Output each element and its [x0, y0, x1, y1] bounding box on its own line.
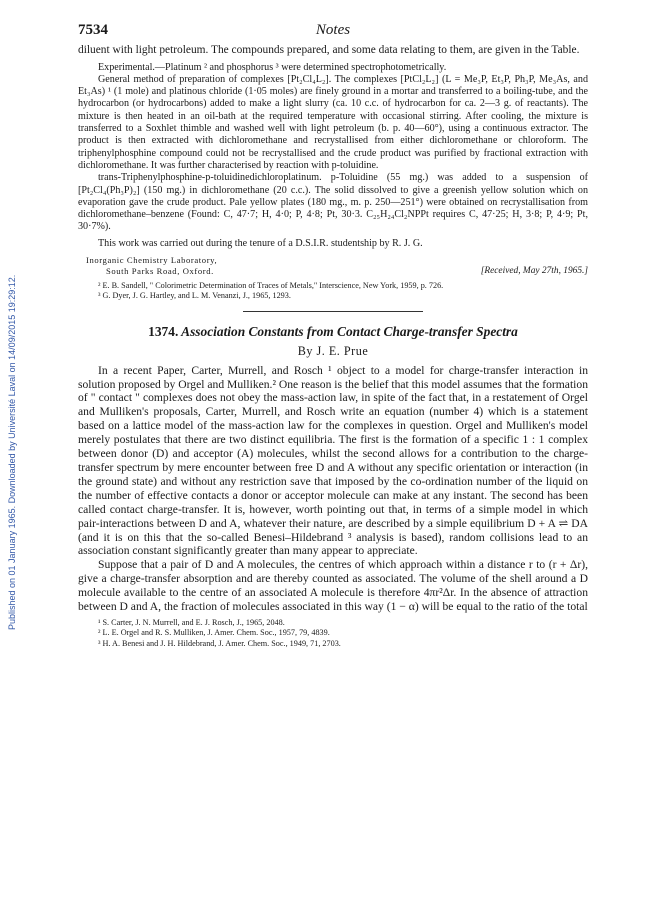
- address-line-2: South Parks Road, Oxford.: [106, 266, 214, 277]
- intro-paragraph: diluent with light petroleum. The compounds prepared, and some data relating to them, are given in the Table.: [78, 44, 580, 56]
- article-author: By J. E. Prue: [297, 343, 369, 358]
- running-title: Notes: [315, 22, 351, 38]
- article-number: 1374.: [148, 323, 179, 339]
- address-line-1: Inorganic Chemistry Laboratory,: [86, 255, 218, 266]
- footnote: ¹ S. Carter, J. N. Murrell, and E. J. Rosch, J., 1965, 2048.: [98, 617, 285, 627]
- footnotes-bottom: [78, 618, 588, 649]
- footnote: ² L. E. Orgel and R. S. Mulliken, J. Amer. Chem. Soc., 1957, 79, 4839.: [98, 628, 330, 638]
- experimental-paragraph-3: trans-Triphenylphosphine-p-toluidinedichloroplatinum. p-Toluidine (55 mg.) was added to a suspension of [Pt₂Cl₄(Ph₃P)₂] (150 mg.) in dichloromethane (20 c.c.). The solid dissolved to give a greenish yellow solution which on evaporation gave the crude product. Pale yellow plates (180 mg., m. p. 250—251°) were obtained on recrystallisation from dichloromethane–benzene (Found: C, 47·7; H, 4·0; P, 4·8; Pt, 30·3. C₂₅H₂₄Cl₂NPPt requires C, 47·25; H, 3·8; P, 4·9; Pt, 30·7%).: [78, 172, 588, 233]
- download-notice: Published on 01 January 1965. Downloaded by Université Laval on 14/09/2015 19:29:12.: [7, 274, 17, 630]
- download-sidebar: [5, 274, 19, 630]
- footnote: ² E. B. Sandell, " Colorimetric Determination of Traces of Metals," Interscience, New York, 1959, p. 726.: [98, 281, 444, 291]
- footnotes-top: [78, 281, 588, 302]
- article-paragraph-2: Suppose that a pair of D and A molecules, the centres of which approach within a distance r to (r + Δr), give a charge-transfer absorption and are thereby counted as associated. The volume of the shell around a D molecule available to the centre of an associated A molecule is therefore 4πr²Δr. In the absence of attraction between D and A, the fraction of molecules associated in this way (1 − α) will be equal to the ratio of the total: [78, 558, 588, 614]
- experimental-paragraph-1: Experimental.—Platinum ² and phosphorus ³ were determined spectrophotometrically.: [98, 61, 447, 73]
- experimental-paragraph-2: General method of preparation of complexes [Pt₂Cl₄L₂]. The complexes [PtCl₂L₂] (L = Me₃P, Et₃P, Ph₃P, Me₃As, and Et₃As) ¹ (1 mole) and platinous chloride (1·05 moles) are finely ground in a mortar and transferred to a boiling-tube, and the hydrocarbon (or hydrocarbons) added to make a light slurry (ca. 10 c.c. of hydrocarbon for ca. 2—3 g. of reactants). The mixture is then heated in an oil-bath at the required temperature with occasional stirring. After cooling, the mixture is transferred to a Soxhlet thimble and washed well with light petroleum (b. p. 40—60°), using a continuous extractor. The product is then extracted with dichloromethane and recrystallised from either dichloromethane or chloroform. The triphenylphosphine compound could not be recrystallised and the crude product was purified by fractional extraction with dichloromethane. It was further characterised by reaction with p-toluidine.: [78, 73, 588, 171]
- page-number: 7534: [78, 22, 108, 38]
- laboratory-address: [78, 255, 588, 277]
- journal-page: [78, 22, 588, 649]
- article-title: [78, 323, 588, 340]
- footnote: ³ H. A. Benesi and J. H. Hildebrand, J. Amer. Chem. Soc., 1949, 71, 2703.: [98, 638, 341, 648]
- footnote: ³ G. Dyer, J. G. Hartley, and L. M. Venanzi, J., 1965, 1293.: [98, 291, 291, 301]
- section-divider: [243, 311, 423, 312]
- received-date: [Received, May 27th, 1965.]: [480, 266, 588, 277]
- article-paragraph-1: In a recent Paper, Carter, Murrell, and Rosch ¹ object to a model for charge-transfer interaction in solution proposed by Orgel and Mulliken.² One reason is the belief that this model assumes that the formation of " contact " complexes does not obey the mass-action law, in spite of the fact that, in a restatement of Orgel and Mulliken's proposals, Carter, Murrell, and Rosch write an equation (number 4) which is a statement based on a lattice model of the mass-action law for the complexes in question. Orgel and Mulliken's model merely postulates that there are two distinct equilibria. The first is the formation of a specific 1 : 1 complex between donor (D) and acceptor (A) molecules, whilst the second allows for a contribution to the charge-transfer spectrum by mere encounter between free D and A without any specific orientation or interaction (in the ground state) and without any restriction save that imposed by the co-ordination number of the liquid on the number of effective contacts a donor or acceptor molecule can make at any instant. The second has been called contact charge-transfer. It is, however, worth pointing out that, in terms of a simple model in which pair-interactions between D and A, whatever their nature, are described by a simple equilibrium D + A ⇌ DA (and it is on this that the so-called Benesi–Hildebrand ³ analysis is based), random collisions lead to an association constant significantly greater than many appear to appreciate.: [78, 363, 588, 558]
- experimental-section: [78, 62, 588, 250]
- article-title-text: Association Constants from Contact Charge-transfer Spectra: [181, 323, 518, 339]
- acknowledgement: This work was carried out during the tenure of a D.S.I.R. studentship by R. J. G.: [98, 237, 423, 249]
- page-header: [78, 22, 588, 44]
